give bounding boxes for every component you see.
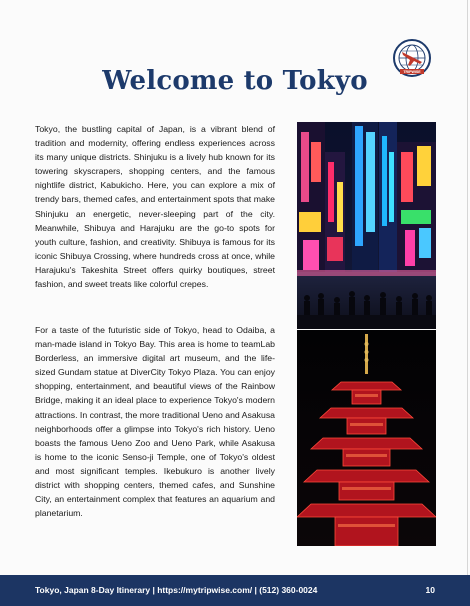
footer-text: Tokyo, Japan 8-Day Itinerary | https://mytripwise.com/ | (512) 360-0024 <box>35 585 318 595</box>
logo-text: TRIPWISE <box>403 70 421 74</box>
paragraph-1: Tokyo, the bustling capital of Japan, is a vibrant blend of tradition and modernity, offering endless experiences across its many unique districts. Shinjuku is a lively hub known for its towering skyscrapers, shopping centers, and the famous nightlife district, Kabukicho. Here, you can explore a mix of trendy bars, themed cafes, and entertainment spots that make Shinjuku an energetic, never-sleeping part of the city. Meanwhile, Shibuya and Harajuku are the go-to spots for youth culture, fashion, and creativity. Shibuya is famous for its iconic Shibuya Crossing, where hundreds cross at once, while Harajuku's Takeshita Street offers quirky boutiques, street fashion, and sweet treats like colorful crepes. <box>35 124 275 290</box>
page-title: Welcome to Tokyo <box>102 66 368 96</box>
neon-street-night-photo <box>297 122 436 329</box>
red-pagoda-night-photo <box>297 330 436 546</box>
footer-bar <box>0 575 470 606</box>
page-number: 10 <box>425 585 435 595</box>
paragraph-2: For a taste of the futuristic side of Tokyo, head to Odaiba, a man-made island in Tokyo Bay. This area is home to teamLab Borderless, an immersive digital art museum, and the life-sized Gundam statue at DiverCity Tokyo Plaza. You can enjoy shopping, entertainment, and beautiful views of the Rainbow Bridge, making it an ideal place to experience Tokyo's modern attractions. In contrast, the more traditional Ueno and Asakusa neighborhoods offer a glimpse into Tokyo's rich history. Ueno boasts the famous Ueno Zoo and Ueno Park, while Asakusa is home to the iconic Senso-ji Temple, one of Tokyo's oldest and most significant temples. Ikebukuro is another lively district with shopping centers, themed cafes, and Sunshine City, an entertainment complex that features an aquarium and planetarium. <box>35 325 276 519</box>
